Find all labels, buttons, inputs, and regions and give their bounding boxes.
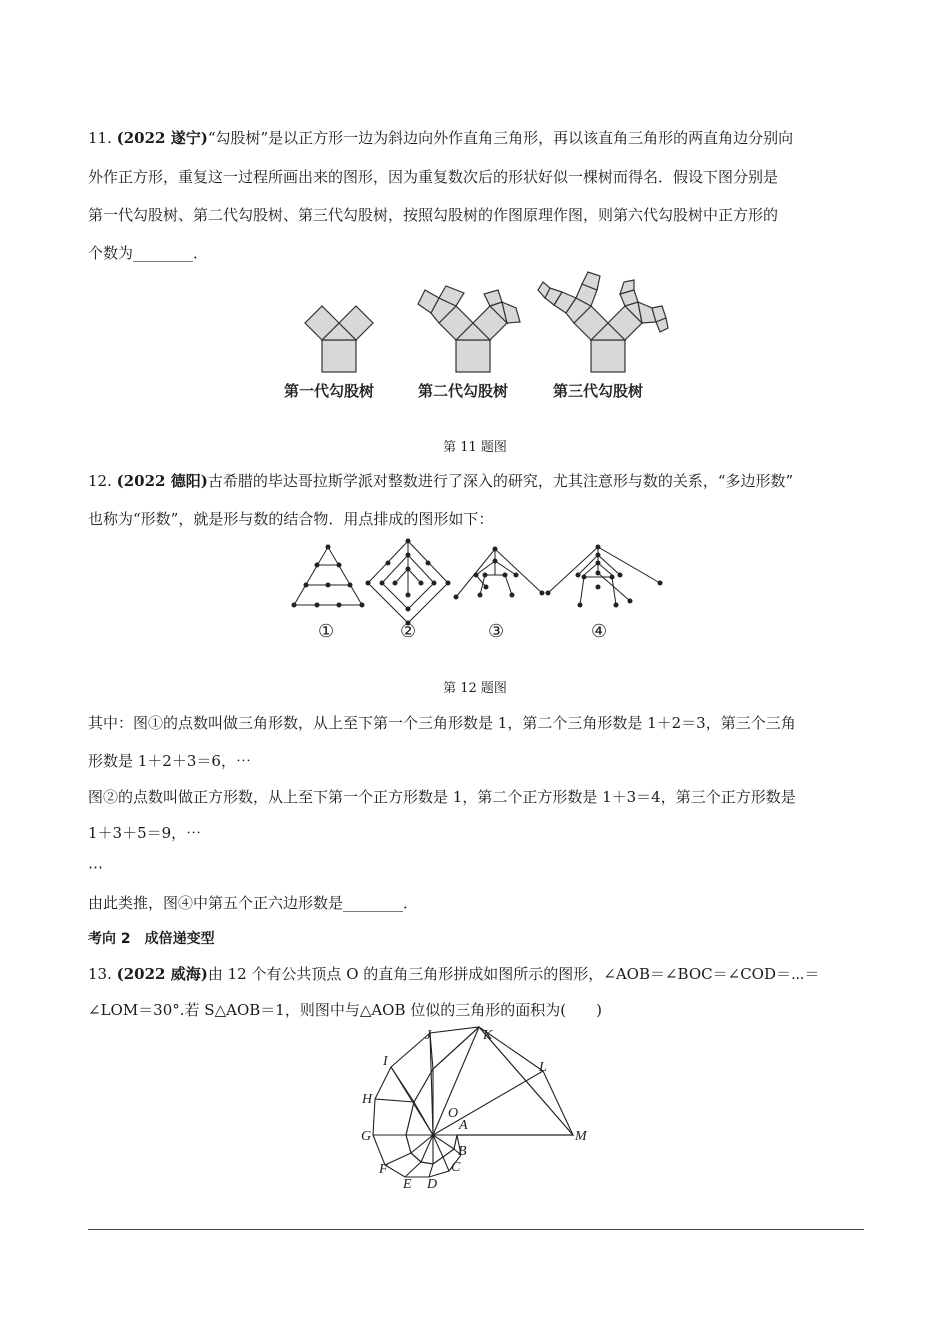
q12-source: (2022 德阳) <box>116 472 208 490</box>
q11-text-1: “勾股树”是以正方形一边为斜边向外作直角三角形，再以该直角三角形的两直角边分别向 <box>207 129 794 147</box>
q11-caption: 第 11 题图 <box>443 440 507 455</box>
point-a: A <box>459 1118 468 1133</box>
point-k: K <box>483 1028 493 1043</box>
tree-label-2: 第二代勾股树 <box>418 382 509 400</box>
q12-caption: 第 12 题图 <box>443 681 507 696</box>
q13-number: 13. <box>88 965 112 983</box>
q12-line-1 <box>88 470 864 491</box>
q12-body-5: ⋯ <box>88 858 103 876</box>
point-f: F <box>379 1162 388 1177</box>
point-g: G <box>361 1129 372 1144</box>
fig12-label-4: ④ <box>591 621 608 642</box>
fig12-label-3: ③ <box>488 621 505 642</box>
spiral-triangles-figure <box>355 1025 595 1195</box>
q11-line-1 <box>88 127 864 148</box>
q12-body-4: 1＋3＋5＝9，⋯ <box>88 824 202 842</box>
tree-gen-1 <box>305 306 373 372</box>
tree-label-1: 第一代勾股树 <box>284 382 375 400</box>
fig12-label-1: ① <box>318 621 335 642</box>
polygonal-numbers-figure <box>280 535 680 645</box>
tree-gen-3 <box>538 272 668 372</box>
point-i: I <box>383 1054 388 1069</box>
q13-text-1: 由 12 个有公共顶点 O 的直角三角形拼成如图所示的图形，∠AOB＝∠BOC＝∠COD＝⋯＝ <box>207 965 820 983</box>
q12-text-1: 古希腊的毕达哥拉斯学派对整数进行了深入的研究，尤其注意形与数的关系，“多边形数” <box>207 472 794 490</box>
q11-number: 11. <box>88 129 112 147</box>
point-h: H <box>362 1092 373 1107</box>
point-o: O <box>448 1106 459 1121</box>
q11-line-4: 个数为________． <box>88 244 209 262</box>
q13-line-2: ∠LOM＝30°.若 S△AOB＝1，则图中与△AOB 位似的三角形的面积为( ) <box>88 1001 602 1019</box>
pythagoras-tree-figure <box>270 280 690 410</box>
q11-line-2: 外作正方形，重复这一过程所画出来的图形，因为重复数次后的形状好似一棵树而得名．假设下图分别是 <box>88 168 779 186</box>
q12-body-2: 形数是 1＋2＋3＝6，⋯ <box>88 752 251 770</box>
pentagon-numbers <box>456 549 542 597</box>
q11-line-3: 第一代勾股树、第二代勾股树、第三代勾股树，按照勾股树的作图原理作图，则第六代勾股树中正方形的 <box>88 206 779 224</box>
q13-line-1 <box>88 963 864 984</box>
q12-number: 12. <box>88 472 112 490</box>
point-c: C <box>451 1160 461 1175</box>
point-j: J <box>425 1028 432 1043</box>
q11-source: (2022 遂宁) <box>116 129 208 147</box>
tree-label-3: 第三代勾股树 <box>553 382 644 400</box>
section-title: 考向 2 成倍递变型 <box>88 931 215 947</box>
q13-source: (2022 威海) <box>116 965 208 983</box>
point-e: E <box>403 1177 412 1192</box>
q12-body-1: 其中：图①的点数叫做三角形数，从上至下第一个三角形数是 1，第二个三角形数是 1＋2＝3，第三个三角 <box>88 714 796 732</box>
point-l: L <box>539 1060 547 1075</box>
q12-line-2: 也称为“形数”，就是形与数的结合物．用点排成的图形如下： <box>88 510 494 528</box>
page-divider <box>88 1229 864 1230</box>
q12-body-3: 图②的点数叫做正方形数，从上至下第一个正方形数是 1，第二个正方形数是 1＋3＝4，第三个正方形数是 <box>88 788 796 806</box>
point-m: M <box>575 1129 587 1144</box>
triangle-numbers <box>294 547 362 605</box>
fig12-label-2: ② <box>400 621 417 642</box>
point-b: B <box>458 1144 467 1159</box>
q12-body-6: 由此类推，图④中第五个正六边形数是________． <box>88 894 419 912</box>
tree-gen-2 <box>418 286 520 372</box>
point-d: D <box>427 1177 438 1192</box>
hexagon-numbers <box>548 547 660 605</box>
